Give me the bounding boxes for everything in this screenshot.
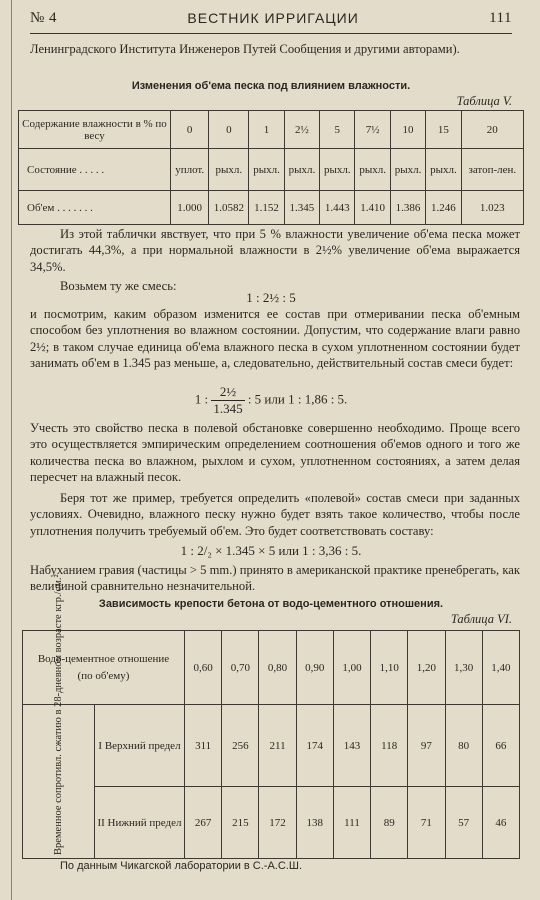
table6-cell: 57 (445, 787, 482, 859)
table5-cell: 15 (426, 111, 461, 149)
table6-label: Таблица VI. (450, 612, 512, 626)
table5-state-label: Состояние . . . . . (19, 149, 171, 191)
formula-2-fraction (211, 384, 244, 417)
page-number: 111 (489, 9, 512, 26)
table6-cell: 1,00 (333, 631, 370, 705)
fraction-numerator: 2½ (211, 384, 244, 401)
table5-cell: 1.410 (355, 191, 390, 225)
table5-cell: 20 (461, 111, 523, 149)
table5-cell: 1.023 (461, 191, 523, 225)
table5-cell: рыхл. (426, 149, 461, 191)
table6-side-label: Временное сопротивл. сжатию в 28-дневном возрасте кгр./см.² (53, 574, 64, 855)
table6-cell: 111 (333, 787, 370, 859)
table6-cell: 71 (408, 787, 445, 859)
paragraph-3: и посмотрим, каким образом изменится ее состав при отмеривании песка об'емным способом без уплотнения во влажном состоянии. Допустим, что содержание влаги равно 2½; в таком случае единица об'ема влажного песка в сухом уплотненном состоянии будет занимать об'ем в 1.345 раз меньше, а, следовательно, действительный состав смеси будет: (30, 307, 520, 371)
table6-cell: 66 (482, 705, 519, 787)
table6-cell: 46 (482, 787, 519, 859)
issue-number: № 4 (30, 9, 58, 26)
table5-cell: 1.000 (171, 191, 209, 225)
paragraph-4: Учесть это свойство песка в полевой обстановке совершенно необходимо. Проще всего это осуществляется эмпирическим определением соотношения об'емов одного и того же количества песка во влажном, рыхлом и сухом, уплотненном состояниях, а затем делая пересчет на влажный песок. (30, 421, 520, 485)
formula-2 (30, 384, 512, 417)
table6-cell: 174 (296, 705, 333, 787)
table5-cell: 2½ (284, 111, 319, 149)
table5-cell: 1.0582 (209, 191, 249, 225)
table5-cell: 0 (171, 111, 209, 149)
table5-moisture-header: Содержание влажности в % по весу (19, 111, 171, 149)
paragraph-5: Беря тот же пример, требуется определить «полевой» состав смеси при заданных условиях. Очевидно, влажного песку нужно будет взять такое количество, чтобы после уплотнения получить требуемый об'ем. Это будет соответствовать составу: (30, 491, 520, 538)
formula-2-tail: : 5 или 1 : 1,86 : 5. (247, 391, 348, 407)
formula-2-lead: 1 : (194, 391, 209, 407)
table5-cell: 1.386 (390, 191, 425, 225)
fraction-denominator: 1.345 (213, 401, 243, 416)
table6-cell: 0,70 (222, 631, 259, 705)
paragraph-6: Набуханием гравия (частицы > 5 mm.) принято в американской практике пренебрегать, как величиной сравнительно незначительной. (30, 563, 520, 594)
formula-1: 1 : 2½ : 5 (246, 290, 296, 305)
table6-cell: 172 (259, 787, 296, 859)
table5-label: Таблица V. (456, 94, 512, 108)
table5-cell: затоп-лен. (461, 149, 523, 191)
table6-cell: 311 (185, 705, 222, 787)
table6-upper-row (23, 705, 520, 787)
table5 (18, 110, 524, 225)
journal-title: ВЕСТНИК ИРРИГАЦИИ (187, 10, 359, 26)
table5-cell: 1.246 (426, 191, 461, 225)
table5-cell: рыхл. (209, 149, 249, 191)
table5-cell: 1.152 (249, 191, 284, 225)
table6-upper-label: I Верхний предел (95, 705, 185, 787)
table5-cell: 1.443 (320, 191, 355, 225)
table6-cell: 0,80 (259, 631, 296, 705)
table6-caption: Зависимость крепости бетона от водо-цементного отношения. (98, 598, 444, 610)
footnote: По данным Чикагской лаборатории в С.-А.С.Ш. (60, 860, 302, 872)
table5-volume-label: Об'ем . . . . . . . (19, 191, 171, 225)
table5-cell: рыхл. (355, 149, 390, 191)
intro-paragraph: Ленинградского Института Инженеров Путей Сообщения и другими авторами). (30, 42, 460, 56)
table6-cell: 1,30 (445, 631, 482, 705)
table6-lower-label: II Нижний предел (95, 787, 185, 859)
table6-cell: 211 (259, 705, 296, 787)
table6-cell: 267 (185, 787, 222, 859)
table5-cell: рыхл. (320, 149, 355, 191)
table6-ratio-header: Водо-цементное отношение (по об'ему) (23, 631, 185, 705)
table5-caption: Изменения об'ема песка под влиянием влажности. (131, 80, 411, 92)
paragraph-1: Из этой таблички явствует, что при 5 % влажности увеличение об'ема песка может достигать 44,3%, а при нормальной влажности в 2½% увеличение об'ема выражается 34,5%. (30, 227, 520, 274)
table5-cell: рыхл. (284, 149, 319, 191)
table6-cell: 1,40 (482, 631, 519, 705)
table6-cell: 97 (408, 705, 445, 787)
table6-cell: 0,60 (185, 631, 222, 705)
table5-cell: уплот. (171, 149, 209, 191)
table5-cell: 7½ (355, 111, 390, 149)
table6-cell: 0,90 (296, 631, 333, 705)
table5-cell: 5 (320, 111, 355, 149)
table6-side-label-cell (23, 574, 95, 859)
table5-volume-row (19, 191, 524, 225)
table6-lower-row (23, 787, 520, 859)
table5-cell: рыхл. (249, 149, 284, 191)
table5-state-row (19, 149, 524, 191)
table6-cell: 138 (296, 787, 333, 859)
table6-ratio-row (23, 631, 520, 705)
binding-edge (11, 0, 12, 900)
formula-3: 1 : 2/₂ × 1.345 × 5 или 1 : 3,36 : 5. (180, 543, 362, 558)
table6-cell: 256 (222, 705, 259, 787)
table6-cell: 143 (333, 705, 370, 787)
table5-moisture-row (19, 111, 524, 149)
table5-cell: 10 (390, 111, 425, 149)
table6-cell: 1,20 (408, 631, 445, 705)
table5-cell: 0 (209, 111, 249, 149)
table6-cell: 1,10 (371, 631, 408, 705)
table6-cell: 118 (371, 705, 408, 787)
page-header (30, 6, 512, 30)
table5-cell: 1 (249, 111, 284, 149)
table6-cell: 80 (445, 705, 482, 787)
table5-cell: 1.345 (284, 191, 319, 225)
header-rule (30, 33, 512, 34)
table6-cell: 215 (222, 787, 259, 859)
paragraph-2: Возьмем ту же смесь: (60, 279, 177, 293)
table6-cell: 89 (371, 787, 408, 859)
table5-cell: рыхл. (390, 149, 425, 191)
